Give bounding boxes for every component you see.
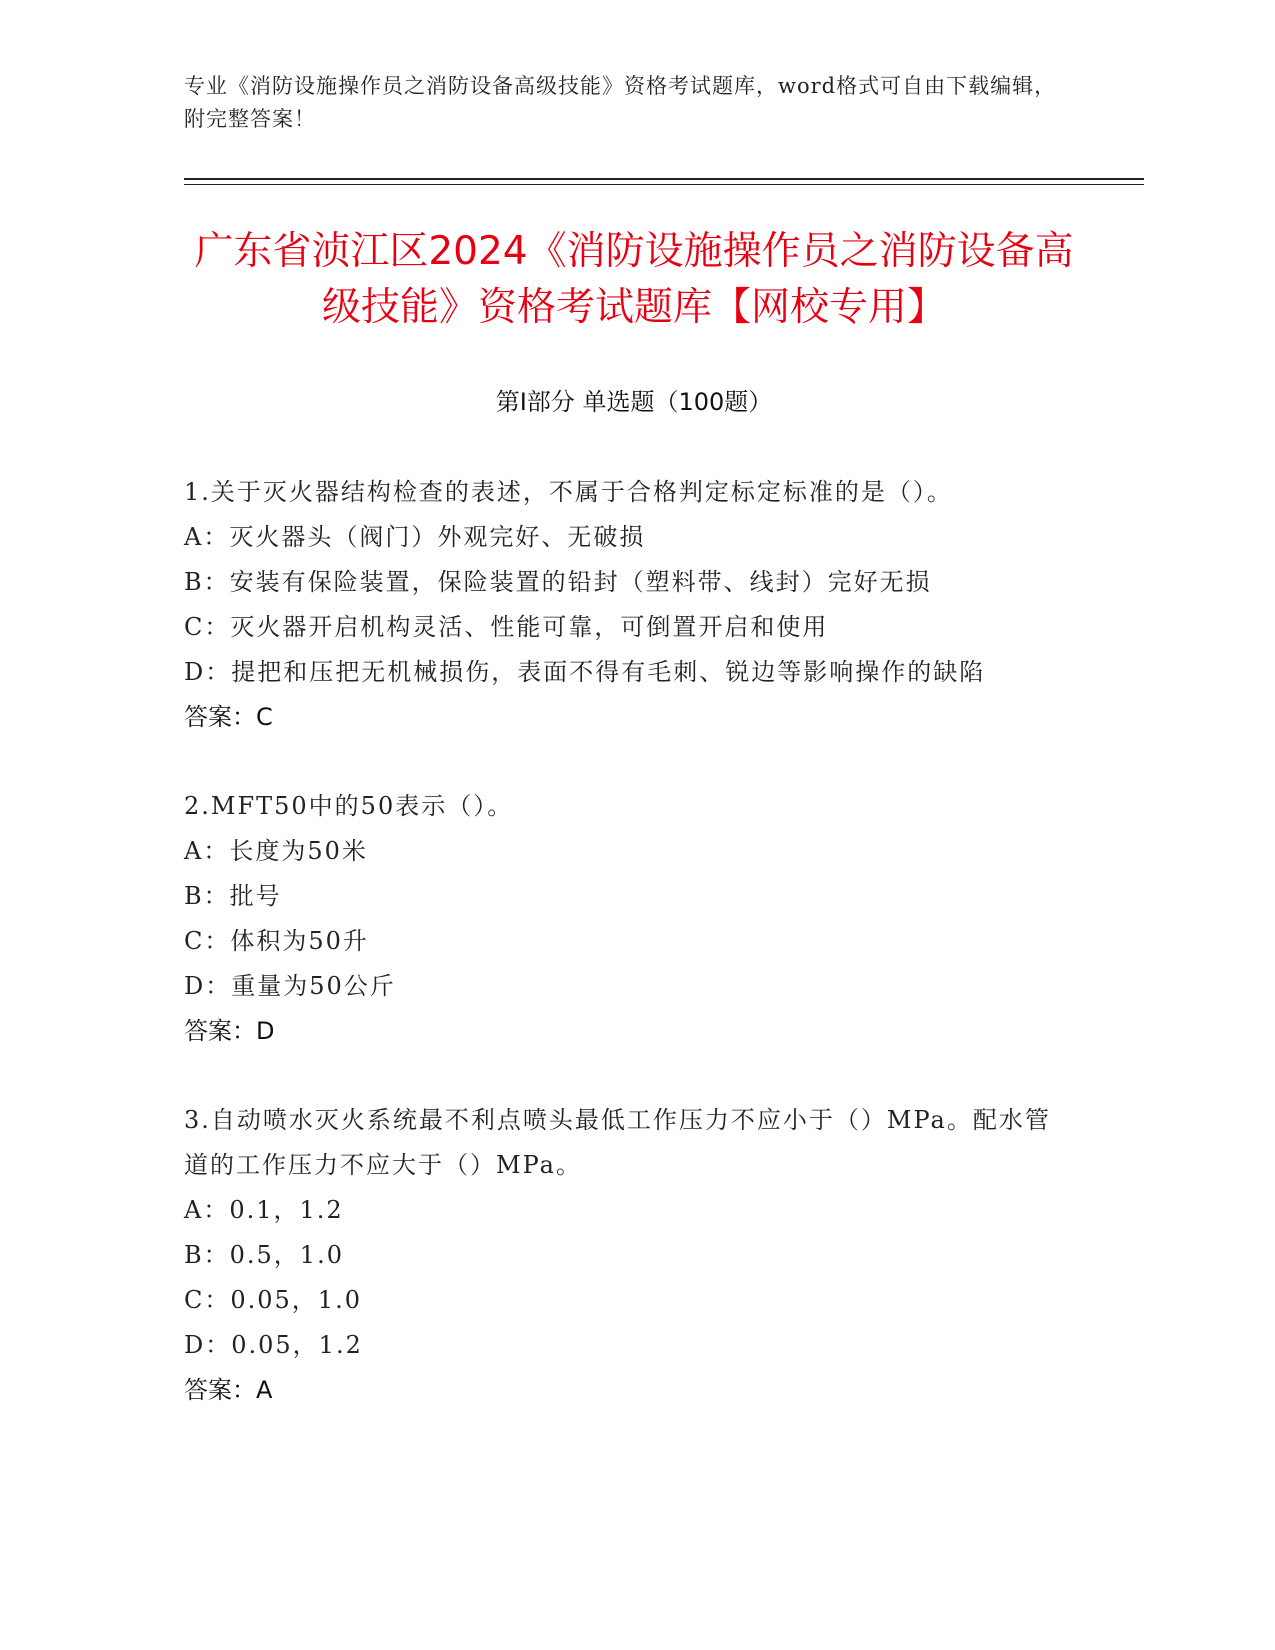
answer: 答案：C [184, 703, 273, 731]
question-stem: 3.自动喷水灭火系统最不利点喷头最低工作压力不应小于（）MPa。配水管道的工作压力不应大于（）MPa。 [184, 1106, 1051, 1179]
option-d: D：提把和压把无机械损伤，表面不得有毛刺、锐边等影响操作的缺陷 [184, 658, 986, 686]
option-b: B：0.5，1.0 [184, 1241, 344, 1269]
question-list [184, 470, 1064, 1457]
header-divider-thin [184, 184, 1144, 185]
question-stem: 2.MFT50中的50表示（）。 [184, 792, 514, 820]
question-2 [184, 784, 1064, 1054]
question-1 [184, 470, 1064, 740]
option-b: B：批号 [184, 882, 282, 910]
option-d: D：0.05，1.2 [184, 1331, 363, 1359]
document-title: 广东省浈江区2024《消防设施操作员之消防设备高级技能》资格考试题库【网校专用】 [194, 229, 1074, 330]
option-c: C：灭火器开启机构灵活、性能可靠，可倒置开启和使用 [184, 613, 829, 641]
option-c: C：0.05，1.0 [184, 1286, 362, 1314]
option-b: B：安装有保险装置，保险装置的铅封（塑料带、线封）完好无损 [184, 568, 932, 596]
header-note: 专业《消防设施操作员之消防设备高级技能》资格考试题库，word格式可自由下载编辑，附完整答案！ [184, 74, 1057, 131]
answer: 答案：D [184, 1017, 275, 1045]
answer: 答案：A [184, 1376, 273, 1404]
question-3 [184, 1098, 1064, 1413]
option-d: D：重量为50公斤 [184, 972, 396, 1000]
option-a: A：长度为50米 [184, 837, 368, 865]
header-divider-thick [184, 178, 1144, 180]
option-a: A：灭火器头（阀门）外观完好、无破损 [184, 523, 646, 551]
question-stem: 1.关于灭火器结构检查的表述，不属于合格判定标定标准的是（）。 [184, 478, 953, 506]
section-title: 第I部分 单选题（100题） [495, 388, 773, 416]
option-a: A：0.1，1.2 [184, 1196, 344, 1224]
option-c: C：体积为50升 [184, 927, 369, 955]
